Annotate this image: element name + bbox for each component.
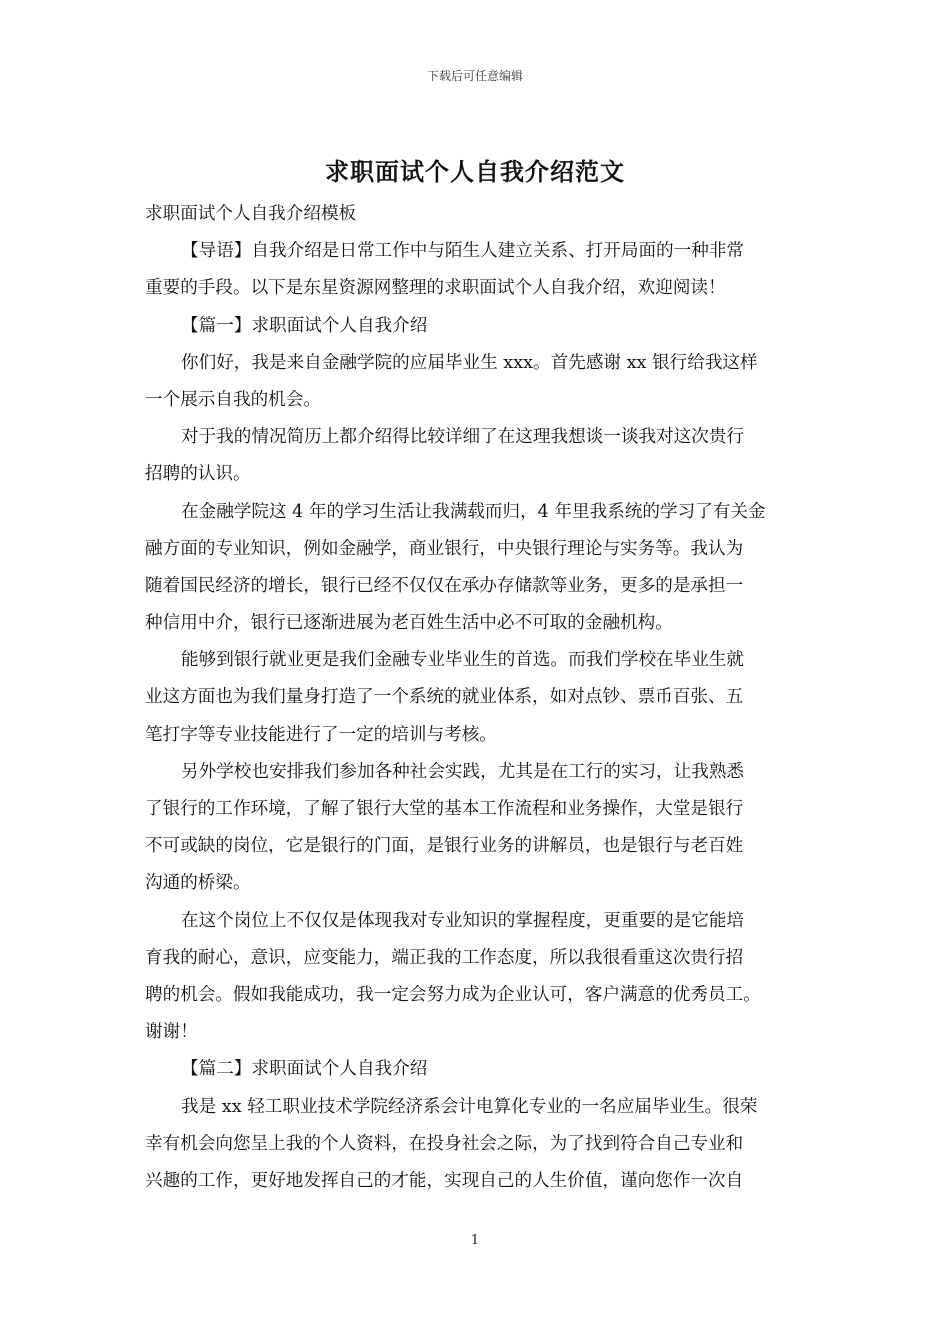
- document-body: [145, 196, 811, 1200]
- header-note: 下载后可任意编辑: [426, 69, 523, 83]
- section-heading: 【篇一】求职面试个人自我介绍: [181, 315, 428, 336]
- paragraph-line: 种信用中介，银行已逐渐进展为老百姓生活中必不可取的金融机构。: [145, 613, 673, 634]
- paragraph-line: 业这方面也为我们量身打造了一个系统的就业体系，如对点钞、票币百张、五: [145, 687, 744, 708]
- subtitle-line: 求职面试个人自我介绍模板: [145, 204, 357, 224]
- paragraph-line: 沟通的桥梁。: [145, 873, 251, 894]
- paragraph-line: 我是 xx 轻工职业技术学院经济系会计电算化专业的一名应届毕业生。很荣: [181, 1096, 758, 1117]
- paragraph-line: 在这个岗位上不仅仅是体现我对专业知识的掌握程度，更重要的是它能培: [181, 910, 745, 931]
- paragraph-line: 了银行的工作环境，了解了银行大堂的基本工作流程和业务操作，大堂是银行: [145, 799, 744, 819]
- paragraph-line: 育我的耐心，意识，应变能力，端正我的工作态度，所以我很看重这次贵行招: [145, 947, 744, 968]
- paragraph-line: 招聘的认识。: [145, 464, 251, 485]
- paragraph-line: 【导语】自我介绍是日常工作中与陌生人建立关系、打开局面的一种非常: [181, 241, 745, 262]
- paragraph-line: 你们好，我是来自金融学院的应届毕业生 xxx。首先感谢 xx 银行给我这样: [181, 352, 758, 373]
- section-heading: 【篇二】求职面试个人自我介绍: [181, 1059, 428, 1080]
- page-number: 1: [470, 1233, 480, 1248]
- paragraph-line: 不可或缺的岗位，它是银行的门面，是银行业务的讲解员，也是银行与老百姓: [145, 836, 744, 857]
- document-title: 求职面试个人自我介绍范文: [325, 157, 625, 186]
- paragraph-line: 幸有机会向您呈上我的个人资料，在投身社会之际，为了找到符合自己专业和: [145, 1133, 744, 1154]
- paragraph-line: 对于我的情况简历上都介绍得比较详细了在这理我想谈一谈我对这次贵行: [181, 427, 745, 448]
- paragraph-line: 笔打字等专业技能进行了一定的培训与考核。: [145, 724, 497, 745]
- paragraph-line: 另外学校也安排我们参加各种社会实践，尤其是在工行的实习，让我熟悉: [181, 761, 745, 782]
- paragraph-line: 一个展示自我的机会。: [145, 389, 321, 410]
- paragraph-line: 在金融学院这 4 年的学习生活让我满载而归，4 年里我系统的学习了有关金: [181, 501, 766, 522]
- paragraph-line: 融方面的专业知识，例如金融学，商业银行，中央银行理论与实务等。我认为: [145, 538, 744, 559]
- paragraph-line: 随着国民经济的增长，银行已经不仅仅在承办存储款等业务，更多的是承担一: [145, 575, 744, 596]
- paragraph-line: 谢谢！: [145, 1022, 198, 1043]
- paragraph-line: 兴趣的工作，更好地发挥自己的才能，实现自己的人生价值，谨向您作一次自: [145, 1170, 744, 1191]
- paragraph-line: 重要的手段。以下是东星资源网整理的求职面试个人自我介绍，欢迎阅读！: [145, 278, 726, 299]
- paragraph-line: 聘的机会。假如我能成功，我一定会努力成为企业认可，客户满意的优秀员工。: [145, 984, 761, 1005]
- paragraph-line: 能够到银行就业更是我们金融专业毕业生的首选。而我们学校在毕业生就: [181, 650, 745, 671]
